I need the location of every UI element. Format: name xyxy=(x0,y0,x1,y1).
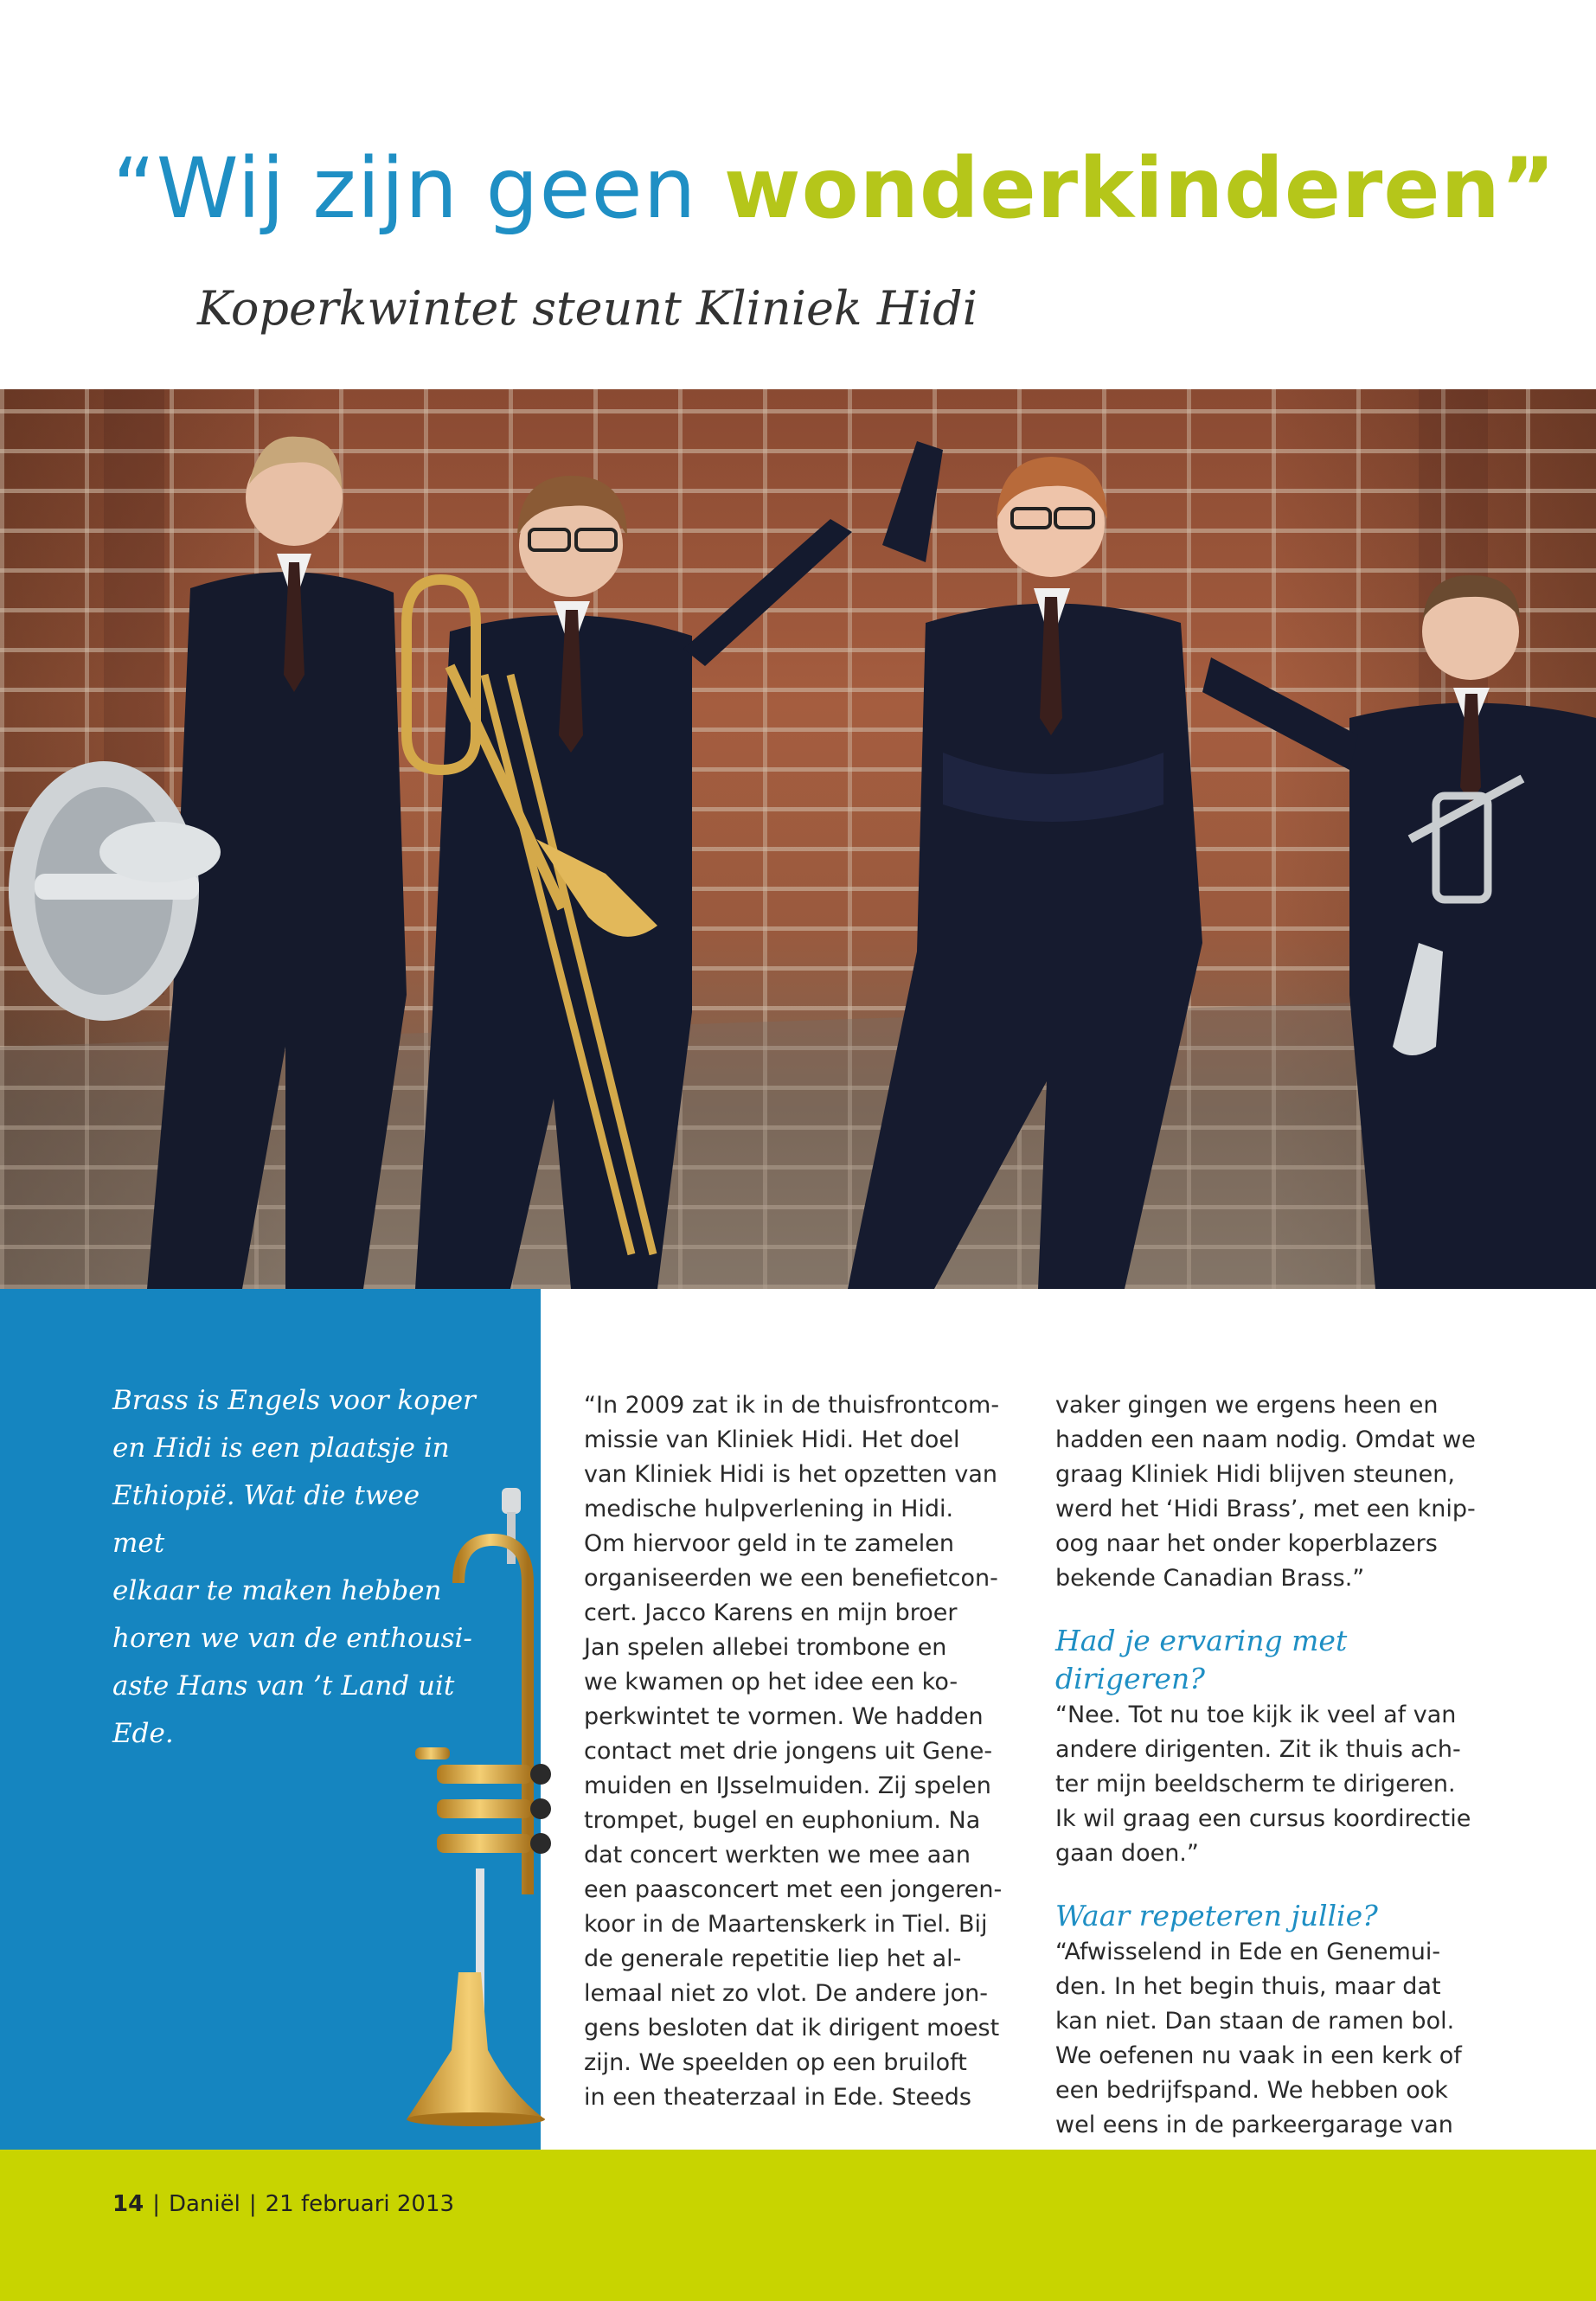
intro-text: Brass is Engels voor koper en Hidi is een plaatsje in Ethiopië. Wat die twee met elkaar te maken hebben horen we van de enthousi- aste Hans van ’t Land uit Ede. xyxy=(112,1385,476,1749)
magazine-name: Daniël xyxy=(168,2191,240,2217)
title-regular: Wij zijn geen xyxy=(156,140,724,237)
article-column-1 xyxy=(584,1388,1016,2115)
article-subtitle: Koperkwintet steunt Kliniek Hidi xyxy=(197,281,978,336)
article-paragraph-2: vaker gingen we ergens heen en hadden een naam nodig. Omdat we graag Kliniek Hidi blijven steunen, werd het ‘Hidi Brass’, met een knip- oog naar het onder koperblazers bekende Canadian Brass.” xyxy=(1055,1392,1476,1592)
title-open-quote: “ xyxy=(112,140,157,237)
answer-paragraph-1: “Nee. Tot nu toe kijk ik veel af van andere dirigenten. Zit ik thuis ach- ter mijn beeldscherm te dirigeren. Ik wil graag een cursus koordirectie gaan doen.” xyxy=(1055,1702,1471,1867)
article-column-2 xyxy=(1055,1388,1488,2143)
trumpet-icon xyxy=(398,1488,571,2128)
title-accent xyxy=(724,140,1556,237)
answer-paragraph-2: “Afwisselend in Ede en Genemui- den. In het begin thuis, maar dat kan niet. Dan staan de ramen bol. We oefenen nu vaak in een kerk of een bedrijfspand. We hebben ook wel eens in de parkeergarage van xyxy=(1055,1939,1462,2138)
footer-separator-1: | xyxy=(152,2191,160,2217)
article-paragraph-1: “In 2009 zat ik in de thuisfrontcom- missie van Kliniek Hidi. Het doel van Kliniek Hidi is het opzetten van medische hulpverlening in Hidi. Om hiervoor geld in te zamelen organiseerden we een benefietcon- cert. Jacco Karens en mijn broer Jan spelen allebei trombone en we kwamen op het idee een ko- perkwintet te vormen. We hadden contact met drie jongens uit Gene- muiden en IJsselmuiden. Zij spelen trompet, bugel en euphonium. Na dat concert werkten we mee aan een paasconcert met een jongeren- koor in de Maartenskerk in Tiel. Bij de generale repetitie liep het al- lemaal niet zo vlot. De andere jon- gens besloten dat ik dirigent moest zijn. We speelden op een bruiloft in een theaterzaal in Ede. Steeds xyxy=(584,1392,1003,2111)
footer-info xyxy=(112,2191,454,2217)
question-heading-2: Waar repeteren jullie? xyxy=(1055,1899,1378,1932)
musicians-illustration xyxy=(0,389,1596,1289)
page-number: 14 xyxy=(112,2191,144,2217)
article-title xyxy=(112,140,1556,237)
question-heading-1: Had je ervaring met dirigeren? xyxy=(1055,1624,1348,1695)
quartet-photo xyxy=(0,389,1596,1289)
title-accent-word: wonderkinderen xyxy=(723,140,1501,237)
page-footer xyxy=(0,2150,1596,2301)
issue-date: 21 februari 2013 xyxy=(265,2191,455,2217)
footer-separator-2: | xyxy=(248,2191,257,2217)
title-close-quote: ” xyxy=(1500,140,1556,237)
